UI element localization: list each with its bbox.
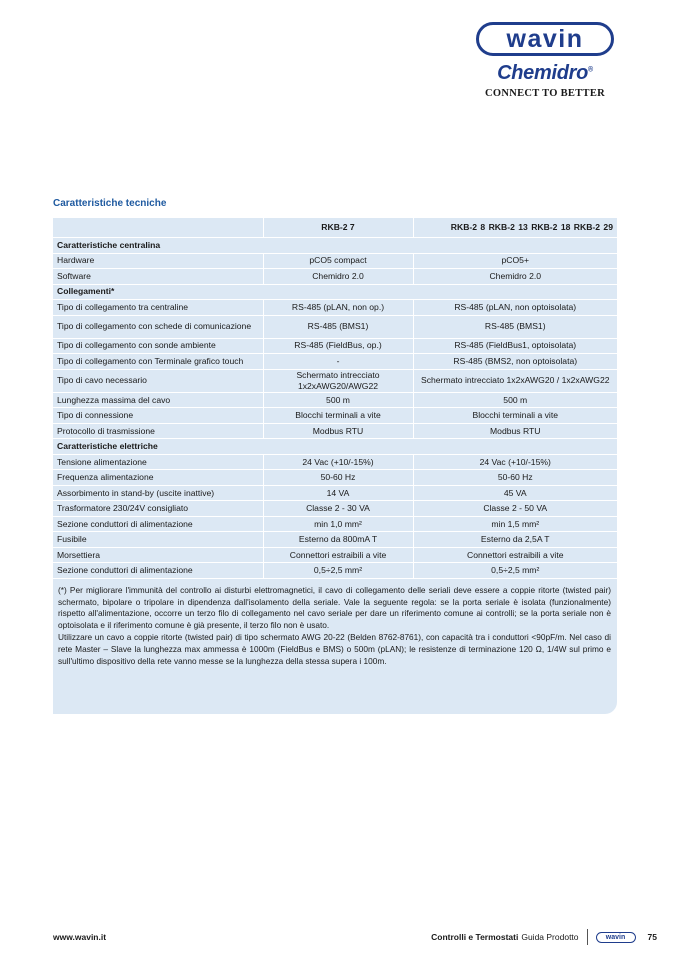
table-row [53, 485, 617, 501]
table-row [53, 253, 617, 269]
row-value-rkb-2-8-29: RS-485 (pLAN, non optoisolata) [413, 300, 617, 316]
table-row [53, 532, 617, 548]
row-label: Trasformatore 230/24V consigliato [53, 501, 263, 517]
table-row [53, 454, 617, 470]
row-value-rkb-2-7: Classe 2 - 30 VA [263, 501, 413, 517]
footer-right [431, 929, 657, 945]
registered-mark: ® [588, 66, 593, 74]
wavin-wordmark: wavin [506, 24, 584, 53]
tagline: CONNECT TO BETTER [484, 88, 606, 99]
wavin-logo [476, 22, 614, 56]
footer-doc-title: Controlli e Termostati [431, 932, 519, 942]
row-value-rkb-2-7: 500 m [263, 392, 413, 408]
table-row [53, 269, 617, 285]
table-section-row [53, 238, 617, 254]
row-value-rkb-2-7: RS-485 (BMS1) [263, 315, 413, 338]
row-label: Sezione conduttori di alimentazione [53, 516, 263, 532]
table-row [53, 392, 617, 408]
chemidro-text: Chemidro [497, 62, 589, 84]
row-label: Tipo di collegamento con Terminale grafico touch [53, 354, 263, 370]
row-value-rkb-2-8-29: 45 VA [413, 485, 617, 501]
row-value-rkb-2-8-29: 50-60 Hz [413, 470, 617, 486]
row-value-rkb-2-7: RS-485 (pLAN, non op.) [263, 300, 413, 316]
row-value-rkb-2-7: min 1,0 mm² [263, 516, 413, 532]
spec-table [53, 218, 617, 579]
footer-url[interactable]: www.wavin.it [53, 932, 107, 942]
table-section-row [53, 284, 617, 300]
row-value-rkb-2-7: pCO5 compact [263, 253, 413, 269]
row-value-rkb-2-8-29: Classe 2 - 50 VA [413, 501, 617, 517]
row-value-rkb-2-8-29: 24 Vac (+10/-15%) [413, 454, 617, 470]
row-label: Tipo di connessione [53, 408, 263, 424]
row-value-rkb-2-7: 24 Vac (+10/-15%) [263, 454, 413, 470]
footnote-paragraph-1: (*) Per migliorare l'immunità del controllo ai disturbi elettromagnetici, il cavo di collegamento delle seriali deve essere a coppie ritorte (twisted pair) schermato, bipolare o tripolare in dipendenza dall'isolamento della seriale. Vale la seguente regola: se la porta seriale è isolata (funzionalmente) rispetto all'alimentazione, occorre un terzo filo di collegamento nel cavo seriale per dare un riferimento comune ai controlli; se la porta seriale non è optoisolata e il riferimento comune è già presente, il terzo filo non è usato. [58, 584, 611, 631]
row-value-rkb-2-8-29: Blocchi terminali a vite [413, 408, 617, 424]
chemidro-wordmark [472, 62, 618, 85]
row-value-rkb-2-7: 0,5÷2,5 mm² [263, 563, 413, 579]
table-section-row [53, 439, 617, 455]
row-value-rkb-2-8-29: RS-485 (BMS1) [413, 315, 617, 338]
footer-doc-subtitle: Guida Prodotto [521, 932, 579, 942]
section-label: Caratteristiche elettriche [53, 439, 617, 455]
section-title: Caratteristiche tecniche [53, 198, 167, 209]
row-value-rkb-2-8-29: 500 m [413, 392, 617, 408]
row-value-rkb-2-7: Modbus RTU [263, 423, 413, 439]
table-row [53, 408, 617, 424]
row-value-rkb-2-7: Blocchi terminali a vite [263, 408, 413, 424]
row-value-rkb-2-8-29: pCO5+ [413, 253, 617, 269]
row-value-rkb-2-7: Esterno da 800mA T [263, 532, 413, 548]
footnote [53, 579, 617, 667]
row-value-rkb-2-8-29: Chemidro 2.0 [413, 269, 617, 285]
row-label: Fusibile [53, 532, 263, 548]
table-row [53, 354, 617, 370]
row-value-rkb-2-7: RS-485 (FieldBus, op.) [263, 338, 413, 354]
row-label: Tipo di collegamento con schede di comunicazione [53, 315, 263, 338]
spec-panel [53, 218, 617, 714]
row-label: Morsettiera [53, 547, 263, 563]
row-value-rkb-2-7: - [263, 354, 413, 370]
table-header-row [53, 218, 617, 238]
row-value-rkb-2-8-29: RS-485 (FieldBus1, optoisolata) [413, 338, 617, 354]
header-blank-cell [53, 218, 263, 238]
row-value-rkb-2-7: Chemidro 2.0 [263, 269, 413, 285]
row-value-rkb-2-7: 14 VA [263, 485, 413, 501]
row-value-rkb-2-7: Connettori estraibili a vite [263, 547, 413, 563]
row-label: Protocollo di trasmissione [53, 423, 263, 439]
page-number: 75 [647, 932, 657, 942]
table-row [53, 315, 617, 338]
page-footer [53, 929, 657, 945]
row-label: Tipo di collegamento con sonde ambiente [53, 338, 263, 354]
brand-logo [472, 22, 618, 99]
row-label: Assorbimento in stand-by (uscite inattive) [53, 485, 263, 501]
table-row [53, 338, 617, 354]
header-rkb-2-7: RKB-2 7 [263, 218, 413, 238]
row-value-rkb-2-7: Schermato intrecciato 1x2xAWG20/AWG22 [263, 369, 413, 392]
row-label: Frequenza alimentazione [53, 470, 263, 486]
table-row [53, 369, 617, 392]
row-value-rkb-2-8-29: Connettori estraibili a vite [413, 547, 617, 563]
table-row [53, 547, 617, 563]
row-value-rkb-2-8-29: min 1,5 mm² [413, 516, 617, 532]
footer-wavin-logo [596, 932, 636, 943]
table-row [53, 501, 617, 517]
row-value-rkb-2-8-29: RS-485 (BMS2, non optoisolata) [413, 354, 617, 370]
row-value-rkb-2-8-29: Schermato intrecciato 1x2xAWG20 / 1x2xAWG22 [413, 369, 617, 392]
row-label: Tipo di collegamento tra centraline [53, 300, 263, 316]
row-label: Software [53, 269, 263, 285]
row-value-rkb-2-7: 50-60 Hz [263, 470, 413, 486]
table-row [53, 516, 617, 532]
table-row [53, 470, 617, 486]
row-value-rkb-2-8-29: Modbus RTU [413, 423, 617, 439]
section-label: Collegamenti* [53, 284, 617, 300]
section-label: Caratteristiche centralina [53, 238, 617, 254]
row-value-rkb-2-8-29: Esterno da 2,5A T [413, 532, 617, 548]
footer-logo-text: wavin [605, 933, 626, 941]
table-row [53, 300, 617, 316]
header-rkb-2-8-29: RKB-2 8 RKB-2 13 RKB-2 18 RKB-2 29 [413, 218, 617, 238]
row-value-rkb-2-8-29: 0,5÷2,5 mm² [413, 563, 617, 579]
row-label: Sezione conduttori di alimentazione [53, 563, 263, 579]
table-row [53, 423, 617, 439]
footer-divider [587, 929, 588, 945]
row-label: Hardware [53, 253, 263, 269]
row-label: Tensione alimentazione [53, 454, 263, 470]
footnote-paragraph-2: Utilizzare un cavo a coppie ritorte (twisted pair) di tipo schermato AWG 20-22 (Belden 8762-8761), con capacità tra i conduttori <90pF/m. Nel caso di rete Master – Slave la lunghezza max ammessa è 1000m (FieldBus e BMS) o 500m (pLAN); le resistenze di terminazione 120 Ω, 1/4W sul primo e sull'ultimo dispositivo della rete vanno messe se la lunghezza della stessa supera i 100m. [58, 631, 611, 666]
row-label: Lunghezza massima del cavo [53, 392, 263, 408]
row-label: Tipo di cavo necessario [53, 369, 263, 392]
table-row [53, 563, 617, 579]
